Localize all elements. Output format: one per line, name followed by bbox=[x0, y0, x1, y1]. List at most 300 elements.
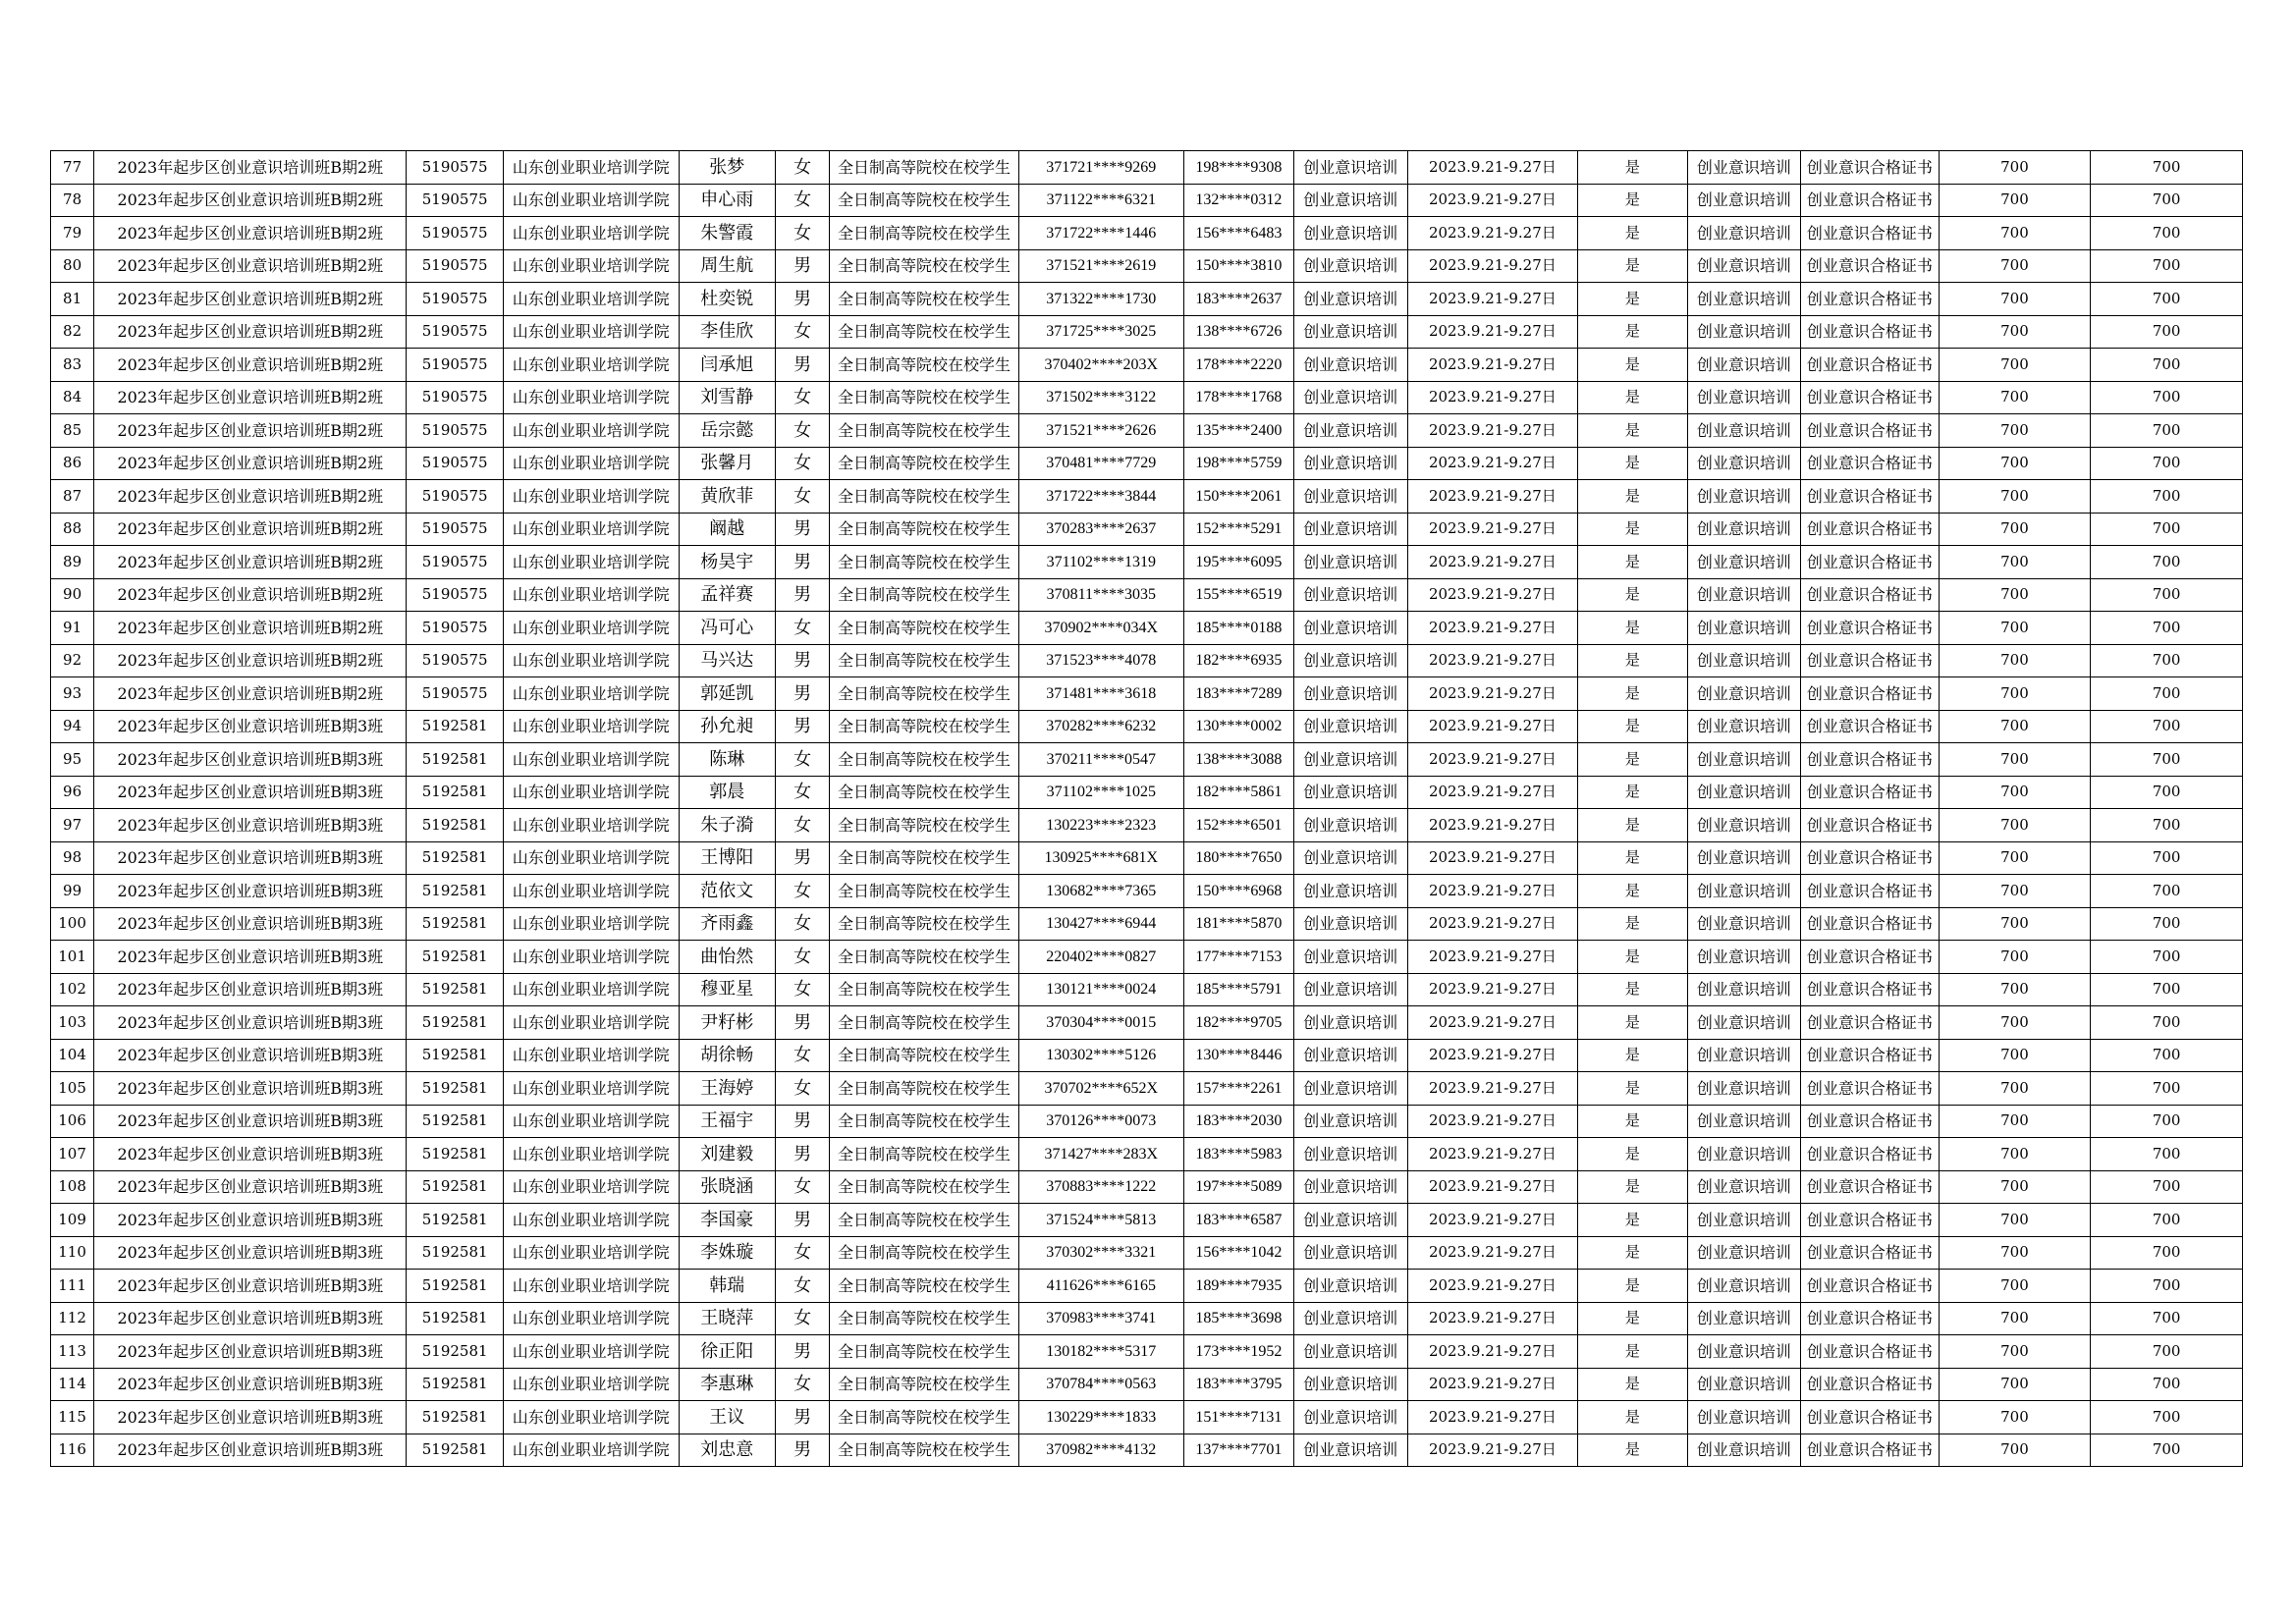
seq-cell: 112 bbox=[51, 1302, 94, 1335]
student-type-cell: 全日制高等院校在校学生 bbox=[830, 513, 1019, 546]
gender-cell: 女 bbox=[775, 612, 829, 645]
certificate-course-cell: 创业意识培训 bbox=[1687, 841, 1800, 875]
id-number-cell: 370481****7729 bbox=[1018, 447, 1183, 480]
training-period-cell: 2023.9.21-9.27日 bbox=[1407, 513, 1578, 546]
amount-cell: 700 bbox=[2091, 1401, 2243, 1434]
seq-cell: 82 bbox=[51, 315, 94, 349]
training-period-cell: 2023.9.21-9.27日 bbox=[1407, 381, 1578, 414]
table-row bbox=[51, 907, 2243, 941]
id-number-cell: 370211****0547 bbox=[1018, 743, 1183, 777]
student-name-cell: 阚越 bbox=[679, 513, 775, 546]
class-name-cell: 2023年起步区创业意识培训班B期3班 bbox=[94, 1138, 407, 1171]
class-name-cell: 2023年起步区创业意识培训班B期2班 bbox=[94, 513, 407, 546]
certificate-cell: 创业意识合格证书 bbox=[1801, 1401, 1940, 1434]
phone-cell: 130****8446 bbox=[1183, 1039, 1293, 1072]
table-row bbox=[51, 612, 2243, 645]
student-type-cell: 全日制高等院校在校学生 bbox=[830, 546, 1019, 579]
training-period-cell: 2023.9.21-9.27日 bbox=[1407, 710, 1578, 743]
seq-cell: 101 bbox=[51, 941, 94, 974]
student-type-cell: 全日制高等院校在校学生 bbox=[830, 315, 1019, 349]
gender-cell: 男 bbox=[775, 1204, 829, 1237]
certificate-cell: 创业意识合格证书 bbox=[1801, 612, 1940, 645]
course-cell: 创业意识培训 bbox=[1294, 1335, 1407, 1369]
institution-cell: 山东创业职业培训学院 bbox=[503, 151, 679, 185]
student-name-cell: 黄欣菲 bbox=[679, 480, 775, 514]
seq-cell: 83 bbox=[51, 349, 94, 382]
seq-cell: 89 bbox=[51, 546, 94, 579]
seq-cell: 85 bbox=[51, 414, 94, 448]
id-number-cell: 370402****203X bbox=[1018, 349, 1183, 382]
table-row bbox=[51, 776, 2243, 809]
course-cell: 创业意识培训 bbox=[1294, 184, 1407, 217]
id-number-cell: 371502****3122 bbox=[1018, 381, 1183, 414]
table-row bbox=[51, 973, 2243, 1006]
student-name-cell: 杨昊宇 bbox=[679, 546, 775, 579]
certificate-course-cell: 创业意识培训 bbox=[1687, 1170, 1800, 1204]
class-name-cell: 2023年起步区创业意识培训班B期2班 bbox=[94, 414, 407, 448]
phone-cell: 150****6968 bbox=[1183, 875, 1293, 908]
table-row bbox=[51, 151, 2243, 185]
id-number-cell: 130223****2323 bbox=[1018, 809, 1183, 842]
subsidy-cell: 700 bbox=[1939, 480, 2091, 514]
course-cell: 创业意识培训 bbox=[1294, 1072, 1407, 1106]
gender-cell: 女 bbox=[775, 1270, 829, 1303]
institution-cell: 山东创业职业培训学院 bbox=[503, 1039, 679, 1072]
amount-cell: 700 bbox=[2091, 578, 2243, 612]
gender-cell: 男 bbox=[775, 1335, 829, 1369]
subsidy-cell: 700 bbox=[1939, 644, 2091, 677]
training-period-cell: 2023.9.21-9.27日 bbox=[1407, 1170, 1578, 1204]
completed-cell: 是 bbox=[1578, 907, 1687, 941]
training-period-cell: 2023.9.21-9.27日 bbox=[1407, 1072, 1578, 1106]
class-name-cell: 2023年起步区创业意识培训班B期3班 bbox=[94, 1072, 407, 1106]
institution-cell: 山东创业职业培训学院 bbox=[503, 381, 679, 414]
course-cell: 创业意识培训 bbox=[1294, 1006, 1407, 1040]
id-number-cell: 370883****1222 bbox=[1018, 1170, 1183, 1204]
subsidy-cell: 700 bbox=[1939, 612, 2091, 645]
gender-cell: 女 bbox=[775, 1072, 829, 1106]
id-number-cell: 371523****4078 bbox=[1018, 644, 1183, 677]
student-name-cell: 申心雨 bbox=[679, 184, 775, 217]
institution-cell: 山东创业职业培训学院 bbox=[503, 184, 679, 217]
certificate-course-cell: 创业意识培训 bbox=[1687, 315, 1800, 349]
certificate-course-cell: 创业意识培训 bbox=[1687, 447, 1800, 480]
institution-cell: 山东创业职业培训学院 bbox=[503, 1105, 679, 1138]
subsidy-cell: 700 bbox=[1939, 315, 2091, 349]
subsidy-cell: 700 bbox=[1939, 1236, 2091, 1270]
completed-cell: 是 bbox=[1578, 447, 1687, 480]
completed-cell: 是 bbox=[1578, 1039, 1687, 1072]
amount-cell: 700 bbox=[2091, 1039, 2243, 1072]
student-name-cell: 郭延凯 bbox=[679, 677, 775, 711]
training-period-cell: 2023.9.21-9.27日 bbox=[1407, 1105, 1578, 1138]
amount-cell: 700 bbox=[2091, 513, 2243, 546]
student-name-cell: 孟祥赛 bbox=[679, 578, 775, 612]
class-code-cell: 5192581 bbox=[407, 1302, 503, 1335]
student-type-cell: 全日制高等院校在校学生 bbox=[830, 480, 1019, 514]
student-name-cell: 岳宗懿 bbox=[679, 414, 775, 448]
institution-cell: 山东创业职业培训学院 bbox=[503, 776, 679, 809]
institution-cell: 山东创业职业培训学院 bbox=[503, 578, 679, 612]
class-name-cell: 2023年起步区创业意识培训班B期2班 bbox=[94, 151, 407, 185]
table-row bbox=[51, 710, 2243, 743]
training-period-cell: 2023.9.21-9.27日 bbox=[1407, 1006, 1578, 1040]
class-name-cell: 2023年起步区创业意识培训班B期2班 bbox=[94, 546, 407, 579]
seq-cell: 78 bbox=[51, 184, 94, 217]
student-name-cell: 曲怡然 bbox=[679, 941, 775, 974]
class-name-cell: 2023年起步区创业意识培训班B期3班 bbox=[94, 1170, 407, 1204]
table-row bbox=[51, 1302, 2243, 1335]
id-number-cell: 130925****681X bbox=[1018, 841, 1183, 875]
table-row bbox=[51, 315, 2243, 349]
subsidy-cell: 700 bbox=[1939, 283, 2091, 316]
phone-cell: 150****3810 bbox=[1183, 249, 1293, 283]
subsidy-cell: 700 bbox=[1939, 841, 2091, 875]
training-period-cell: 2023.9.21-9.27日 bbox=[1407, 447, 1578, 480]
training-period-cell: 2023.9.21-9.27日 bbox=[1407, 414, 1578, 448]
subsidy-cell: 700 bbox=[1939, 1105, 2091, 1138]
seq-cell: 105 bbox=[51, 1072, 94, 1106]
class-code-cell: 5192581 bbox=[407, 1072, 503, 1106]
completed-cell: 是 bbox=[1578, 677, 1687, 711]
certificate-course-cell: 创业意识培训 bbox=[1687, 1138, 1800, 1171]
certificate-cell: 创业意识合格证书 bbox=[1801, 1335, 1940, 1369]
gender-cell: 女 bbox=[775, 381, 829, 414]
class-code-cell: 5190575 bbox=[407, 612, 503, 645]
id-number-cell: 130229****1833 bbox=[1018, 1401, 1183, 1434]
student-name-cell: 王议 bbox=[679, 1401, 775, 1434]
completed-cell: 是 bbox=[1578, 644, 1687, 677]
student-type-cell: 全日制高等院校在校学生 bbox=[830, 809, 1019, 842]
gender-cell: 男 bbox=[775, 283, 829, 316]
gender-cell: 女 bbox=[775, 1302, 829, 1335]
subsidy-cell: 700 bbox=[1939, 1401, 2091, 1434]
subsidy-cell: 700 bbox=[1939, 1302, 2091, 1335]
table-row bbox=[51, 578, 2243, 612]
student-type-cell: 全日制高等院校在校学生 bbox=[830, 841, 1019, 875]
institution-cell: 山东创业职业培训学院 bbox=[503, 907, 679, 941]
training-period-cell: 2023.9.21-9.27日 bbox=[1407, 776, 1578, 809]
phone-cell: 180****7650 bbox=[1183, 841, 1293, 875]
class-name-cell: 2023年起步区创业意识培训班B期2班 bbox=[94, 283, 407, 316]
table-row bbox=[51, 546, 2243, 579]
class-name-cell: 2023年起步区创业意识培训班B期3班 bbox=[94, 941, 407, 974]
class-name-cell: 2023年起步区创业意识培训班B期3班 bbox=[94, 841, 407, 875]
course-cell: 创业意识培训 bbox=[1294, 414, 1407, 448]
class-name-cell: 2023年起步区创业意识培训班B期2班 bbox=[94, 184, 407, 217]
gender-cell: 男 bbox=[775, 710, 829, 743]
certificate-course-cell: 创业意识培训 bbox=[1687, 809, 1800, 842]
student-type-cell: 全日制高等院校在校学生 bbox=[830, 1236, 1019, 1270]
completed-cell: 是 bbox=[1578, 941, 1687, 974]
student-name-cell: 杜奕锐 bbox=[679, 283, 775, 316]
phone-cell: 156****6483 bbox=[1183, 217, 1293, 250]
student-name-cell: 张馨月 bbox=[679, 447, 775, 480]
student-type-cell: 全日制高等院校在校学生 bbox=[830, 1170, 1019, 1204]
gender-cell: 女 bbox=[775, 743, 829, 777]
amount-cell: 700 bbox=[2091, 217, 2243, 250]
phone-cell: 182****5861 bbox=[1183, 776, 1293, 809]
amount-cell: 700 bbox=[2091, 1270, 2243, 1303]
table-row bbox=[51, 1335, 2243, 1369]
table-row bbox=[51, 677, 2243, 711]
course-cell: 创业意识培训 bbox=[1294, 776, 1407, 809]
seq-cell: 80 bbox=[51, 249, 94, 283]
training-period-cell: 2023.9.21-9.27日 bbox=[1407, 644, 1578, 677]
seq-cell: 88 bbox=[51, 513, 94, 546]
class-code-cell: 5192581 bbox=[407, 743, 503, 777]
student-type-cell: 全日制高等院校在校学生 bbox=[830, 875, 1019, 908]
id-number-cell: 130427****6944 bbox=[1018, 907, 1183, 941]
institution-cell: 山东创业职业培训学院 bbox=[503, 1204, 679, 1237]
id-number-cell: 370982****4132 bbox=[1018, 1434, 1183, 1467]
subsidy-cell: 700 bbox=[1939, 1138, 2091, 1171]
amount-cell: 700 bbox=[2091, 612, 2243, 645]
class-code-cell: 5190575 bbox=[407, 184, 503, 217]
student-type-cell: 全日制高等院校在校学生 bbox=[830, 612, 1019, 645]
amount-cell: 700 bbox=[2091, 349, 2243, 382]
training-period-cell: 2023.9.21-9.27日 bbox=[1407, 612, 1578, 645]
certificate-cell: 创业意识合格证书 bbox=[1801, 349, 1940, 382]
institution-cell: 山东创业职业培训学院 bbox=[503, 1072, 679, 1106]
completed-cell: 是 bbox=[1578, 151, 1687, 185]
training-period-cell: 2023.9.21-9.27日 bbox=[1407, 1270, 1578, 1303]
certificate-course-cell: 创业意识培训 bbox=[1687, 1006, 1800, 1040]
training-period-cell: 2023.9.21-9.27日 bbox=[1407, 546, 1578, 579]
gender-cell: 女 bbox=[775, 776, 829, 809]
gender-cell: 男 bbox=[775, 349, 829, 382]
institution-cell: 山东创业职业培训学院 bbox=[503, 414, 679, 448]
certificate-cell: 创业意识合格证书 bbox=[1801, 1105, 1940, 1138]
amount-cell: 700 bbox=[2091, 1434, 2243, 1467]
certificate-cell: 创业意识合格证书 bbox=[1801, 1006, 1940, 1040]
seq-cell: 93 bbox=[51, 677, 94, 711]
student-name-cell: 王海婷 bbox=[679, 1072, 775, 1106]
class-code-cell: 5192581 bbox=[407, 841, 503, 875]
class-code-cell: 5192581 bbox=[407, 1204, 503, 1237]
phone-cell: 183****6587 bbox=[1183, 1204, 1293, 1237]
training-period-cell: 2023.9.21-9.27日 bbox=[1407, 1204, 1578, 1237]
course-cell: 创业意识培训 bbox=[1294, 447, 1407, 480]
institution-cell: 山东创业职业培训学院 bbox=[503, 841, 679, 875]
institution-cell: 山东创业职业培训学院 bbox=[503, 546, 679, 579]
completed-cell: 是 bbox=[1578, 1236, 1687, 1270]
training-period-cell: 2023.9.21-9.27日 bbox=[1407, 578, 1578, 612]
table-row bbox=[51, 743, 2243, 777]
amount-cell: 700 bbox=[2091, 973, 2243, 1006]
completed-cell: 是 bbox=[1578, 1072, 1687, 1106]
completed-cell: 是 bbox=[1578, 513, 1687, 546]
class-code-cell: 5190575 bbox=[407, 480, 503, 514]
institution-cell: 山东创业职业培训学院 bbox=[503, 1236, 679, 1270]
id-number-cell: 371721****9269 bbox=[1018, 151, 1183, 185]
class-code-cell: 5192581 bbox=[407, 941, 503, 974]
student-type-cell: 全日制高等院校在校学生 bbox=[830, 217, 1019, 250]
class-name-cell: 2023年起步区创业意识培训班B期3班 bbox=[94, 1302, 407, 1335]
certificate-cell: 创业意识合格证书 bbox=[1801, 941, 1940, 974]
table-row bbox=[51, 283, 2243, 316]
id-number-cell: 370126****0073 bbox=[1018, 1105, 1183, 1138]
course-cell: 创业意识培训 bbox=[1294, 480, 1407, 514]
subsidy-cell: 700 bbox=[1939, 1204, 2091, 1237]
amount-cell: 700 bbox=[2091, 841, 2243, 875]
completed-cell: 是 bbox=[1578, 875, 1687, 908]
class-code-cell: 5190575 bbox=[407, 381, 503, 414]
class-code-cell: 5192581 bbox=[407, 1105, 503, 1138]
phone-cell: 178****2220 bbox=[1183, 349, 1293, 382]
class-code-cell: 5192581 bbox=[407, 776, 503, 809]
gender-cell: 女 bbox=[775, 414, 829, 448]
certificate-cell: 创业意识合格证书 bbox=[1801, 217, 1940, 250]
training-period-cell: 2023.9.21-9.27日 bbox=[1407, 480, 1578, 514]
course-cell: 创业意识培训 bbox=[1294, 546, 1407, 579]
class-name-cell: 2023年起步区创业意识培训班B期3班 bbox=[94, 809, 407, 842]
institution-cell: 山东创业职业培训学院 bbox=[503, 677, 679, 711]
class-name-cell: 2023年起步区创业意识培训班B期3班 bbox=[94, 776, 407, 809]
course-cell: 创业意识培训 bbox=[1294, 1270, 1407, 1303]
gender-cell: 男 bbox=[775, 249, 829, 283]
phone-cell: 183****2030 bbox=[1183, 1105, 1293, 1138]
class-name-cell: 2023年起步区创业意识培训班B期2班 bbox=[94, 349, 407, 382]
phone-cell: 183****2637 bbox=[1183, 283, 1293, 316]
id-number-cell: 371481****3618 bbox=[1018, 677, 1183, 711]
class-name-cell: 2023年起步区创业意识培训班B期3班 bbox=[94, 1270, 407, 1303]
phone-cell: 198****9308 bbox=[1183, 151, 1293, 185]
student-name-cell: 郭晨 bbox=[679, 776, 775, 809]
institution-cell: 山东创业职业培训学院 bbox=[503, 217, 679, 250]
course-cell: 创业意识培训 bbox=[1294, 941, 1407, 974]
certificate-course-cell: 创业意识培训 bbox=[1687, 283, 1800, 316]
phone-cell: 152****6501 bbox=[1183, 809, 1293, 842]
seq-cell: 79 bbox=[51, 217, 94, 250]
student-name-cell: 尹籽彬 bbox=[679, 1006, 775, 1040]
completed-cell: 是 bbox=[1578, 480, 1687, 514]
completed-cell: 是 bbox=[1578, 578, 1687, 612]
student-type-cell: 全日制高等院校在校学生 bbox=[830, 578, 1019, 612]
training-period-cell: 2023.9.21-9.27日 bbox=[1407, 184, 1578, 217]
amount-cell: 700 bbox=[2091, 1170, 2243, 1204]
institution-cell: 山东创业职业培训学院 bbox=[503, 447, 679, 480]
course-cell: 创业意识培训 bbox=[1294, 1204, 1407, 1237]
phone-cell: 195****6095 bbox=[1183, 546, 1293, 579]
student-type-cell: 全日制高等院校在校学生 bbox=[830, 1006, 1019, 1040]
subsidy-cell: 700 bbox=[1939, 1335, 2091, 1369]
institution-cell: 山东创业职业培训学院 bbox=[503, 1170, 679, 1204]
amount-cell: 700 bbox=[2091, 1368, 2243, 1401]
student-type-cell: 全日制高等院校在校学生 bbox=[830, 1138, 1019, 1171]
amount-cell: 700 bbox=[2091, 776, 2243, 809]
course-cell: 创业意识培训 bbox=[1294, 1368, 1407, 1401]
training-period-cell: 2023.9.21-9.27日 bbox=[1407, 841, 1578, 875]
seq-cell: 81 bbox=[51, 283, 94, 316]
completed-cell: 是 bbox=[1578, 1170, 1687, 1204]
certificate-cell: 创业意识合格证书 bbox=[1801, 480, 1940, 514]
training-period-cell: 2023.9.21-9.27日 bbox=[1407, 1368, 1578, 1401]
phone-cell: 137****7701 bbox=[1183, 1434, 1293, 1467]
seq-cell: 116 bbox=[51, 1434, 94, 1467]
amount-cell: 700 bbox=[2091, 546, 2243, 579]
amount-cell: 700 bbox=[2091, 677, 2243, 711]
id-number-cell: 371722****1446 bbox=[1018, 217, 1183, 250]
student-name-cell: 张晓涵 bbox=[679, 1170, 775, 1204]
certificate-cell: 创业意识合格证书 bbox=[1801, 381, 1940, 414]
class-code-cell: 5192581 bbox=[407, 1170, 503, 1204]
id-number-cell: 371122****6321 bbox=[1018, 184, 1183, 217]
certificate-cell: 创业意识合格证书 bbox=[1801, 1072, 1940, 1106]
amount-cell: 700 bbox=[2091, 1006, 2243, 1040]
training-period-cell: 2023.9.21-9.27日 bbox=[1407, 349, 1578, 382]
student-type-cell: 全日制高等院校在校学生 bbox=[830, 743, 1019, 777]
certificate-cell: 创业意识合格证书 bbox=[1801, 1170, 1940, 1204]
course-cell: 创业意识培训 bbox=[1294, 1105, 1407, 1138]
certificate-cell: 创业意识合格证书 bbox=[1801, 677, 1940, 711]
phone-cell: 138****3088 bbox=[1183, 743, 1293, 777]
table-row bbox=[51, 644, 2243, 677]
certificate-cell: 创业意识合格证书 bbox=[1801, 973, 1940, 1006]
completed-cell: 是 bbox=[1578, 1434, 1687, 1467]
subsidy-cell: 700 bbox=[1939, 1368, 2091, 1401]
subsidy-cell: 700 bbox=[1939, 1072, 2091, 1106]
seq-cell: 92 bbox=[51, 644, 94, 677]
training-period-cell: 2023.9.21-9.27日 bbox=[1407, 1236, 1578, 1270]
class-name-cell: 2023年起步区创业意识培训班B期2班 bbox=[94, 578, 407, 612]
training-period-cell: 2023.9.21-9.27日 bbox=[1407, 743, 1578, 777]
gender-cell: 女 bbox=[775, 184, 829, 217]
student-type-cell: 全日制高等院校在校学生 bbox=[830, 710, 1019, 743]
certificate-cell: 创业意识合格证书 bbox=[1801, 1236, 1940, 1270]
completed-cell: 是 bbox=[1578, 776, 1687, 809]
amount-cell: 700 bbox=[2091, 447, 2243, 480]
student-name-cell: 韩瑞 bbox=[679, 1270, 775, 1303]
training-period-cell: 2023.9.21-9.27日 bbox=[1407, 907, 1578, 941]
gender-cell: 女 bbox=[775, 973, 829, 1006]
roster-table bbox=[50, 150, 2243, 1467]
certificate-cell: 创业意识合格证书 bbox=[1801, 1204, 1940, 1237]
course-cell: 创业意识培训 bbox=[1294, 644, 1407, 677]
class-code-cell: 5190575 bbox=[407, 217, 503, 250]
seq-cell: 95 bbox=[51, 743, 94, 777]
phone-cell: 181****5870 bbox=[1183, 907, 1293, 941]
table-row bbox=[51, 1204, 2243, 1237]
table-row bbox=[51, 184, 2243, 217]
phone-cell: 183****3795 bbox=[1183, 1368, 1293, 1401]
student-name-cell: 李佳欣 bbox=[679, 315, 775, 349]
certificate-cell: 创业意识合格证书 bbox=[1801, 151, 1940, 185]
subsidy-cell: 700 bbox=[1939, 875, 2091, 908]
student-name-cell: 范依文 bbox=[679, 875, 775, 908]
student-name-cell: 孙允昶 bbox=[679, 710, 775, 743]
completed-cell: 是 bbox=[1578, 1204, 1687, 1237]
amount-cell: 700 bbox=[2091, 315, 2243, 349]
course-cell: 创业意识培训 bbox=[1294, 841, 1407, 875]
institution-cell: 山东创业职业培训学院 bbox=[503, 809, 679, 842]
id-number-cell: 411626****6165 bbox=[1018, 1270, 1183, 1303]
table-row bbox=[51, 1072, 2243, 1106]
class-name-cell: 2023年起步区创业意识培训班B期3班 bbox=[94, 973, 407, 1006]
student-name-cell: 闫承旭 bbox=[679, 349, 775, 382]
certificate-cell: 创业意识合格证书 bbox=[1801, 578, 1940, 612]
class-name-cell: 2023年起步区创业意识培训班B期3班 bbox=[94, 1335, 407, 1369]
student-type-cell: 全日制高等院校在校学生 bbox=[830, 1302, 1019, 1335]
amount-cell: 700 bbox=[2091, 184, 2243, 217]
class-name-cell: 2023年起步区创业意识培训班B期2班 bbox=[94, 381, 407, 414]
subsidy-cell: 700 bbox=[1939, 151, 2091, 185]
gender-cell: 女 bbox=[775, 809, 829, 842]
table-row bbox=[51, 875, 2243, 908]
course-cell: 创业意识培训 bbox=[1294, 217, 1407, 250]
training-period-cell: 2023.9.21-9.27日 bbox=[1407, 1039, 1578, 1072]
completed-cell: 是 bbox=[1578, 349, 1687, 382]
